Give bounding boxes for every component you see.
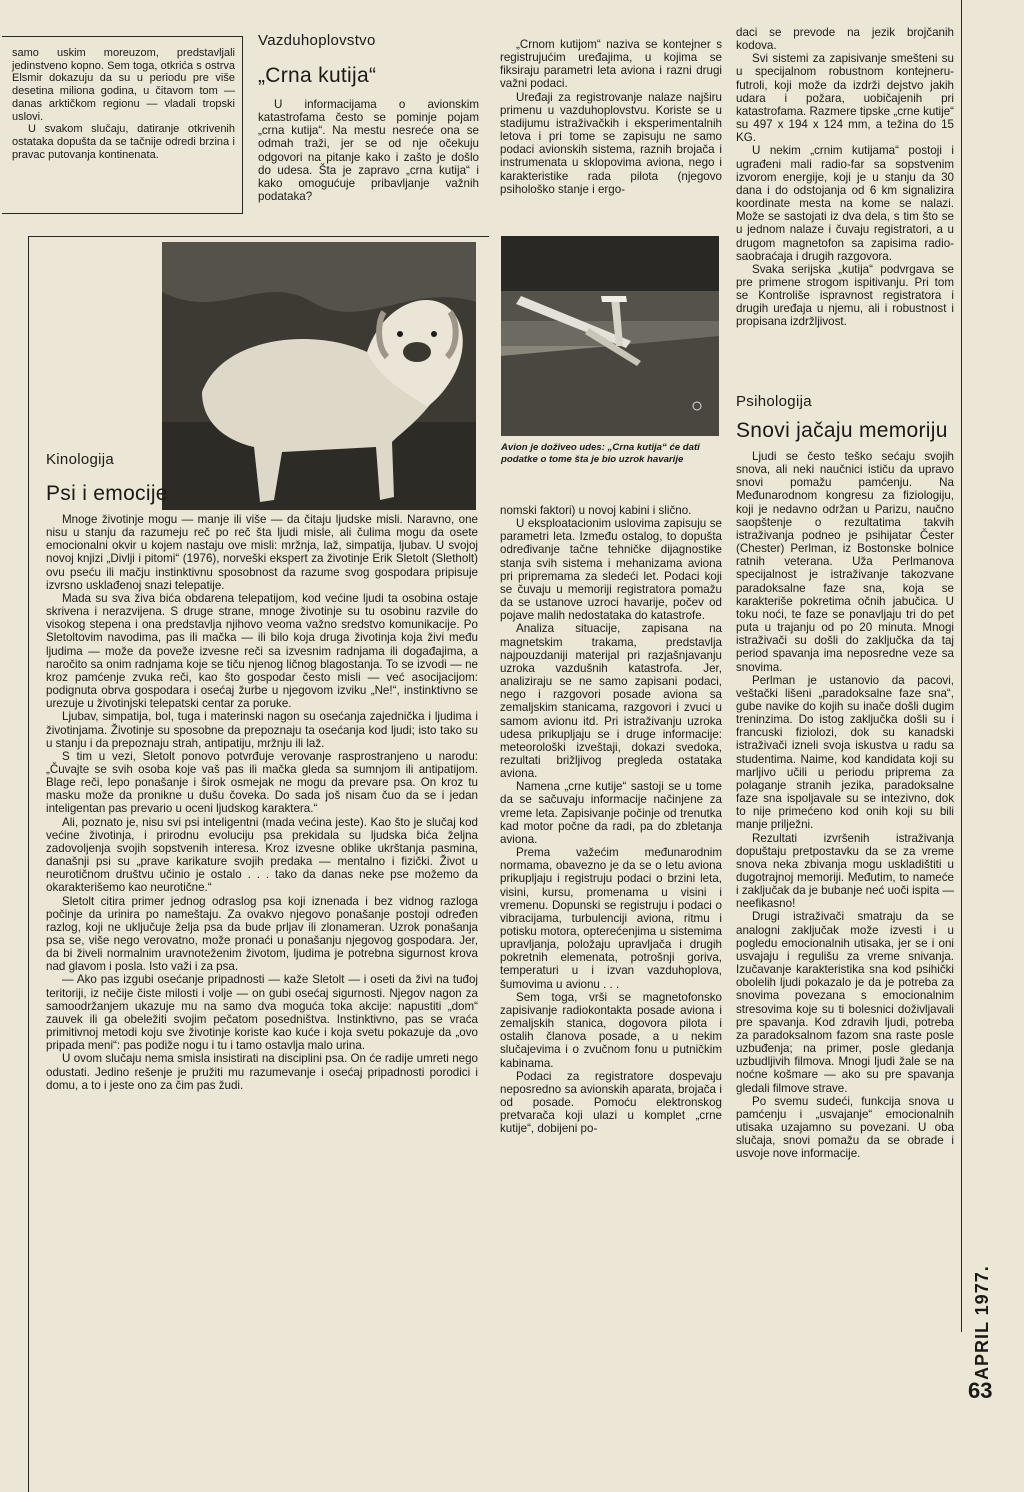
paragraph: Svaka serijska „kutija“ podvrgava se pre primene strogom ispitivanju. Pri tom se Kontroliše ispravnost registratora i drugih uređaja u njemu, ali i robustnost i propisana izdržljivost. bbox=[736, 262, 954, 329]
article-column-dreams bbox=[736, 450, 954, 1160]
paragraph: Drugi istraživači smatraju da se analogni zaključak može izvesti i u pogledu emocionalnih utisaka, jer se i oni usvajaju i regulišu za vreme snivanja. Izučavanje karakteristika sna kod psihički obolelih ljudi pokazalo je da je potreba za snovima povezana s emocionalnim stresovima koje su ti bolesnici doživljavali pre spavanja. Kod zdravih ljudi, potreba za paradoksalnom fazom sna raste posle uzbuđenja; na primer, posle gledanja uzbudljivih filmova. Mnogi ljudi žale se na noćne košmare — ako su pre spavanja gledali filmove strave. bbox=[736, 910, 954, 1095]
paragraph: Podaci za registratore dospevaju neposredno sa avionskih aparata, brojača i od posade. Pomoću elektronskog pretvarača koji ulazi u komplet „crne kutije“, dobijeni po- bbox=[500, 1069, 722, 1136]
paragraph: Svi sistemi za zapisivanje smešteni su u specijalnom robustnom kontejneru-futroli, koji može da izdrži dejstvo jakih udara i požara, uobičajenih pri katastrofama. Razmere tipske „crne kutije“ su 497 x 194 x 124 mm, a težina do 15 KG. bbox=[736, 52, 954, 145]
margin-rule bbox=[961, 0, 962, 1332]
article-column-black-box bbox=[500, 38, 722, 196]
article-headline-dogs: Psi i emocije bbox=[46, 482, 168, 505]
paragraph: samo uskim moreuzom, predstavljali jedinstveno kopno. Sem toga, otkrića s ostrva Elsmir dokazuju da su u periodu pre više desetina miliona godina, u čitavom tom — danas arktičkom regionu — vladali tropski uslovi. bbox=[12, 47, 235, 123]
paragraph: Ljubav, simpatija, bol, tuga i materinski nagon su osećanja zajednička i ljudima i životinjama. Životinje su sposobne da prepoznaju ta osećanja kod ljudi; isto tako su u stanju i da prepoznaju strah, antipatiju, mržnju ili laž. bbox=[46, 710, 478, 750]
paragraph: — Ako pas izgubi osećanje pripadnosti — kaže Sletolt — i oseti da živi na tuđoj teritoriji, iz nečije čiste milosti i volje — on gubi osećaj sigurnosti. Njegov nagon za samoodržanjem ukazuje mu na samo dva moguća toka akcije: napustiti „dom“ zauvek ili ga obeležiti svojim pečatom posedništva. Instinktivno, pas se vraća primitivnoj metodi koju sve životinje koriste kao kuće i koja svetu pokazuje da „ovo pripada meni“: pas podiže nogu i tu i tamo ostavlja malo urina. bbox=[46, 973, 478, 1053]
section-label-aviation: Vazduhoplovstvo bbox=[258, 32, 376, 49]
article-body-dogs bbox=[46, 513, 478, 1092]
paragraph: U informacijama o avionskim katastrofama često se pominje pojam „crna kutija“. Na mestu nesreće ona se odmah traži, jer se od nje očekuju odgovori na pitanje kako i zašto je došlo do udesa. Šta je zapravo „crna kutija“ i kako omogućuje pribavljanje važnih podataka? bbox=[258, 98, 479, 204]
section-label-psychology: Psihologija bbox=[736, 393, 812, 410]
paragraph: Uređaji za registrovanje nalaze najširu primenu u vazduhoplovstvu. Koriste se u stadijumu istraživačkih i eksperimentalnih letova i pri tome se zapisuju ne samo podaci avionskih sistema, raznih brojača i instrumenata u sklopovima aviona, nego i karakteristike rada pilota (njegovo psihološko stanje i ergo- bbox=[500, 90, 722, 196]
paragraph: Prema važećim međunarodnim normama, obavezno je da se o letu aviona prikupljaju i registruju podaci o brzini leta, visini, kursu, promenama u visini i vremenu. Dopunski se registruju i podaci o vibracijama, turbulenciji aviona, ritmu i potisku motora, opterećenjima u sistemima upravljanja, položaju upravljača i drugih pokretnih elemenata, potrošnji goriva, temperaturi u i izvan vazduhoplova, šumovima u avionu . . . bbox=[500, 846, 722, 991]
paragraph: S tim u vezi, Sletolt ponovo potvrđuje verovanje rasprostranjeno u narodu: „Čuvajte se svih osoba koje vaš pas ili mačka gleda sa sumnjom ili antipatijom. Blage reči, lepo ponašanje i širok osmejak ne mogu da prevare psa. On kroz tu masku može da pronikne u dušu čoveka. Do sada još nisam čuo da se i jedan inteligentan pas prevario u oceni ljudskog karaktera.“ bbox=[46, 749, 478, 816]
issue-date-text: APRIL 1977. bbox=[972, 1265, 992, 1380]
article-column-black-box-end bbox=[736, 26, 954, 329]
dog-photo bbox=[162, 242, 476, 510]
paragraph: Analiza situacije, zapisana na magnetskim trakama, predstavlja najpouzdaniji materijal pri razjašnjavanju uzroka vazdušnih katastrofa. Jer, analiziraju se ne samo zapisani podaci, nego i razgovori posade aviona sa zemaljskim stanicama, razgovori i zvuci u samom avionu itd. Pri istraživanju uzroka udesa prikupljaju se i druge informacije: meteorološki izveštaji, dokazi svedoka, rezultati brižljivog pregleda ostataka aviona. bbox=[500, 622, 722, 781]
paragraph: U eksploatacionim uslovima zapisuju se parametri leta. Između ostalog, to dopušta određivanje tačne tehničke dijagnostike stanja svih sistema i mehanizama aviona pri pripremama za sledeći let. Podaci koji se čuvaju u memoriji registratora pomažu da se ustanove uzroci havarije, počev od pojave malih nedostataka do katastrofe. bbox=[500, 517, 722, 623]
continuation-text bbox=[12, 47, 235, 161]
paragraph: Rezultati izvršenih istraživanja dopuštaju pretpostavku da se za vreme snova neka zbivanja mogu uskladištiti u dugotrajnoj memoriji. Međutim, to nameće i zaključak da je bubanje neć uoči ispita — neefikasno! bbox=[736, 831, 954, 911]
paragraph: Sletolt citira primer jednog odraslog psa koji iznenada i bez vidnog razloga počinje da urinira po nameštaju. Za ovakvo njegovo ponašanje postoji određen razlog, koji ne uključuje želja psa da bude prljav ili zlonameran. Uzrok ponašanja psa se, više nego verovatno, može pronaći u ponašanju njegovog gospodara. Jer, da bi živeli normalnim uravnoteženim životom, ljudima je potrebna sigurnost krova nad glavom i posla. Isto važi i za psa. bbox=[46, 894, 478, 974]
paragraph: „Crnom kutijom“ naziva se kontejner s registrujućim uređajima, u kojima se fiksiraju parametri leta aviona i razni drugi važni podaci. bbox=[500, 38, 722, 91]
plane-crash-photo bbox=[501, 236, 719, 436]
paragraph: Ali, poznato je, nisu svi psi inteligentni (mada većina jeste). Kao što je slučaj kod većine životinja, i prirodnu evoluciju psa prekidala su ljudska bića željna zadovoljenja svojih sopstvenih interesa. Kroz izvesne oblike ukrštanja pasmina, današnji psi su „prave karikature svojih predaka — mentalno i fizički. Život u neurotičnom društvu učinio je ostalo . . . tako da danas neke pse možemo da okarakterišemo kao neurotične.“ bbox=[46, 815, 478, 895]
paragraph: Mada su sva živa bića obdarena telepatijom, kod većine ljudi ta osobina ostaje skrivena i nerazvijena. S druge strane, mnoge životinje su tu osobinu razvile do visokog stepena i ona predstavlja njihovo veoma važno sredstvo komunikacije. Po Sletoltovim navodima, pas ili mačka — ili bilo koja druga životinja koja živi među ljudima — može da poveže izvesne reči sa izvesnim radnjama ili događajima, a naročito sa onim radnjama koje se tiču njenog ličnog blagostanja. To se izvodi — ne kroz pamćenje zvuka reči, kao što gospodar često misli — već asocijacijom: podignuta obrva gospodara i osećaj žurbe u njegovom izviku „Ne!“, instinktivno se urezuje u životinjski telepatski centar za poruke. bbox=[46, 591, 478, 711]
article-headline-dreams: Snovi jačaju memoriju bbox=[736, 419, 948, 442]
paragraph: Ljudi se često teško sećaju svojih snova, ali neki naučnici ističu da upravo snovi pomažu pamćenju. Na Međunarodnom kongresu za fiziologiju, koji je nedavno održan u Parizu, naučno saopštenje o rezultatima takvih istraživanja podneo je psihijatar Čester (Chester) Perlman, iz Bostonske bolnice ratnih veterana. Uža Perlmanova specijalnost je istraživanje takozvane paradoksalne faze sna, koja se karakteriše pokretima očnih jabučica. U toku noći, te faze se ponavljaju tri do pet puta u trajanju od po 20 minuta. Mnogi istraživači su došli do zaključka da taj period spavanja ima neposredne veze sa snovima. bbox=[736, 450, 954, 674]
paragraph: U svakom slučaju, datiranje otkrivenih ostataka dopušta da se tačnije odredi brzina i pravac putovanja kontinenata. bbox=[12, 123, 235, 161]
paragraph: Namena „crne kutije“ sastoji se u tome da se sačuvaju informacije načinjene za vreme leta. Zapisivanje počinje od trenutka kad motor počne da radi, pa do zbletanja aviona. bbox=[500, 780, 722, 846]
paragraph: Perlman je ustanovio da pacovi, veštački lišeni „paradoksalne faze sna“, gube navike do kojih su inače došli dugim treninzima. Do istog zaključka došli su i francuski fiziolozi, dok su kanadski istraživači izneli svoja iskustva u radu sa studentima. Naime, kod kandidata koji su marljivo učili u periodu pripremа za polaganje stranih jezika, paradoksalne faze sna ispoljavale su se intezivno, dok to nije primećeno kod onih koji su bili manje prilježni. bbox=[736, 673, 954, 832]
paragraph: U nekim „crnim kutijama“ postoji i ugrađeni mali radio-far sa sopstvenim izvorom energije, koji je u stanju da 30 dana i do odstojanja od 6 km signalizira koordinate mesta na kome se nalazi. Može se sastojati iz dva dela, s tim što se u jednom nalaze i čuvaju registratori, a u drugom magnetofon sa zapisima radio-saobraćaja i drugih razgovora. bbox=[736, 144, 954, 263]
paragraph: Sem toga, vrši se magnetofonsko zapisivanje radiokontakta posade aviona i zemaljskih stanica, dogovora pilota i ostalih članova posade, a u nekim slučajevima i o zvučnom fonu u putničkim kabinama. bbox=[500, 990, 722, 1070]
paragraph: Po svemu sudeći, funkcija snova u pamćenju i „usvajanje“ emocionalnih utisaka uzajamno su povezani. U oba slučaja, snovi pomažu da se obrade i usvoje nove informacije. bbox=[736, 1094, 954, 1161]
article-intro-black-box bbox=[258, 98, 479, 203]
photo-caption: Avion je doživeo udes: „Crna kutija“ će dati podatke o tome šta je bio uzrok havarije bbox=[501, 442, 700, 465]
paragraph: Mnoge životinje mogu — manje ili više — da čitaju ljudske misli. Naravno, one nisu u stanju da razumeju reč po reč šta ljudi misle, ali čulima mogu da osete emocionalni okvir u kojem nastaju ove misli: mržnja, laž, simpatija, ljubav. U svojoj novoj knjizi „Divlji i pitomi“ (1976), norveški ekspert za životinje Erik Sletolt (Sletholt) ovu pseću ili mačju instinktivnu sposobnost da razume svog gospodara pripisuje izvrsno usklađenoj snazi telepatije. bbox=[46, 513, 478, 592]
page-number: 63 bbox=[968, 1378, 993, 1403]
article-headline-black-box: „Crna kutija“ bbox=[258, 64, 377, 87]
article-column-black-box-continued bbox=[500, 504, 722, 1136]
section-label-cynology: Kinologija bbox=[46, 451, 115, 468]
paragraph: U ovom slučaju nema smisla insistirati na disciplini psa. On će radije umreti nego odustati. Jedino rešenje je pružiti mu razumevanje i osećaj pripadnosti porodici i domu, a to i jeste ono za čim pas žudi. bbox=[46, 1052, 478, 1092]
paragraph: daci se prevode na jezik brojčanih kodova. bbox=[736, 26, 954, 53]
continuation-box bbox=[2, 36, 243, 214]
issue-date-vertical bbox=[968, 1120, 1008, 1380]
paragraph: nomski faktori) u novoj kabini i slično. bbox=[500, 504, 692, 517]
